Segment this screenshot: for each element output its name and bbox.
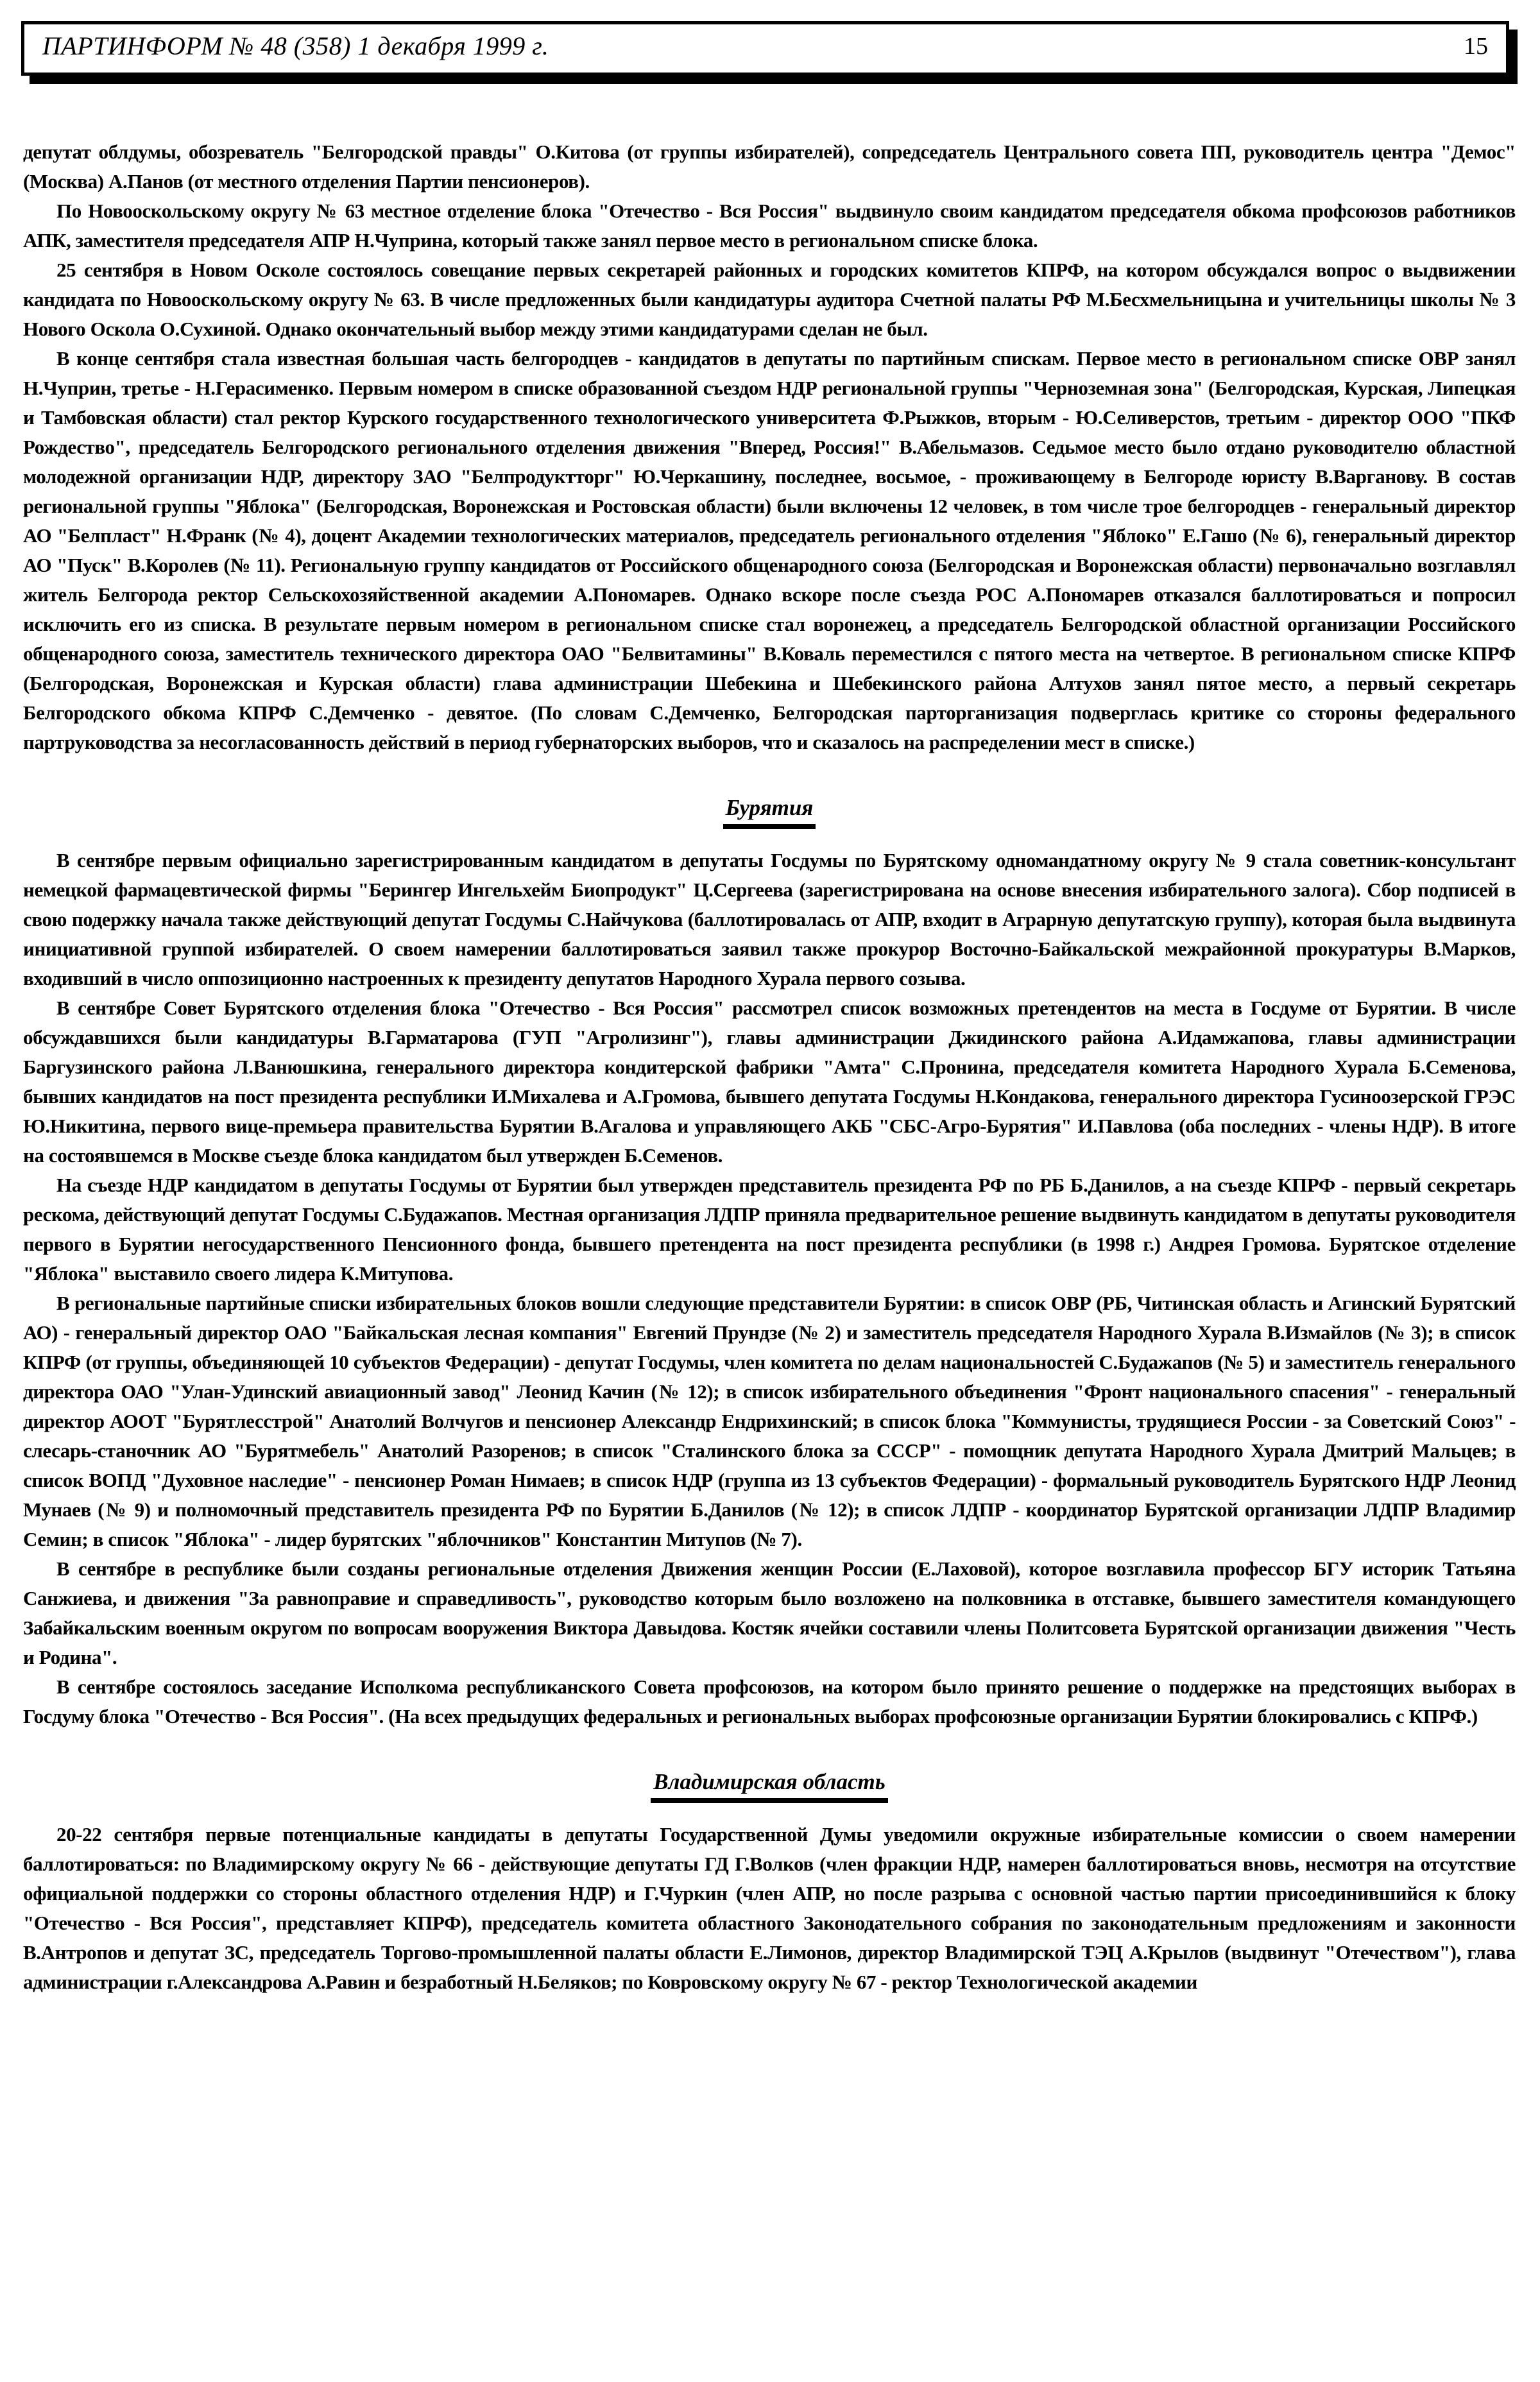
paragraph: В конце сентября стала известная большая часть белгородцев - кандидатов в депутаты по партийным спискам. Первое место в региональном списке ОВР занял Н.Чуприн, третье - Н.Герасименко. Первым номером в списке образованной съездом НДР региональной группы "Черноземная зона" (Белгородская, Курская, Липецкая и Тамбовская области) стал ректор Курского государственного технологического университета Ф.Рыжков, вторым - Ю.Селиверстов, третьим - директор ООО "ПКФ Рождество", председатель Белгородского регионального отделения движения "Вперед, Россия!" В.Абельмазов. Седьмое место было отдано руководителю областной молодежной организации НДР, директору ЗАО "Белпродуктторг" Ю.Черкашину, последнее, восьмое, - проживающему в Белгороде юристу В.Варганову. В состав региональной группы "Яблока" (Белгородская, Воронежская и Ростовская области) были включены 12 человек, в том числе трое белгородцев - генеральный директор АО "Белпласт" Н.Франк (№ 4), доцент Академии технологических материалов, председатель регионального отделения "Яблоко" Е.Гашо (№ 6), генеральный директор АО "Пуск" В.Королев (№ 11). Региональную группу кандидатов от Российского общенародного союза (Белгородская и Воронежская области) первоначально возглавлял житель Белгорода ректор Сельскохозяйственной академии А.Пономарев. Однако вскоре после съезда РОС А.Пономарев отказался баллотироваться и попросил исключить его из списка. В результате первым номером в региональном списке стал воронежец, а председатель Белгородской областной организации Российского общенародного союза, заместитель технического директора ОАО "Белвитамины" В.Коваль переместился с пятого места на четвертое. В региональном списке КПРФ (Белгородская, Воронежская и Курская области) глава администрации Шебекина и Шебекинского района Алтухов занял пятое место, а первый секретарь Белгородского обкома КПРФ С.Демченко - девятое. (По словам С.Демченко, Белгородская парторганизация подверглась критике со стороны федерального партруководства за несогласованность действий в период губернаторских выборов, что и сказалось на распределении мест в списке.) <box>23 347 1516 753</box>
paragraph: В сентябре состоялось заседание Исполкома республиканского Совета профсоюзов, на котором было принято решение о поддержке на предстоящих выборах в Госдуму блока "Отечество - Вся Россия". (На всех предыдущих федеральных и региональных выборах профсоюзные организации Бурятии блокировались с КПРФ.) <box>23 1675 1516 1727</box>
paragraph: На съезде НДР кандидатом в депутаты Госдумы от Бурятии был утвержден представитель президента РФ по РБ Б.Данилов, а на съезде КПРФ - первый секретарь рескома, действующий депутат Госдумы С.Будажапов. Местная организация ЛДПР приняла предварительное решение выдвинуть кандидатом в депутаты руководителя первого в Бурятии негосударственного Пенсионного фонда, бывшего претендента на пост президента республики (в 1998 г.) Андрея Громова. Бурятское отделение "Яблока" выставило своего лидера К.Митупова. <box>23 1174 1516 1285</box>
paragraph: В сентябре первым официально зарегистрированным кандидатом в депутаты Госдумы по Бурятскому одномандатному округу № 9 стала советник-консультант немецкой фармацевтической фирмы "Берингер Ингельхейм Биопродукт" Ц.Сергеева (зарегистрирована на основе внесения избирательного залога). Сбор подписей в свою подержку начала также действующий депутат Госдумы С.Найчукова (баллотировалась от АПР, входит в Аграрную депутатскую группу), которая была выдвинута инициативной группой избирателей. О своем намерении баллотироваться заявил также прокурор Восточно-Байкальской межрайонной прокуратуры В.Марков, входивший в число оппозиционно настроенных к президенту депутатов Народного Хурала первого созыва. <box>23 849 1516 990</box>
paragraph: 25 сентября в Новом Осколе состоялось совещание первых секретарей районных и городских комитетов КПРФ, на котором обсуждался вопрос о выдвижении кандидата по Новооскольскому округу № 63. В числе предложенных были кандидатуры аудитора Счетной палаты РФ М.Бесхмельницына и учительницы школы № 3 Нового Оскола О.Сухиной. Однако окончательный выбор между этими кандидатурами сделан не был. <box>23 259 1516 340</box>
document-body <box>23 137 1516 1997</box>
section-heading: Бурятия <box>723 793 816 829</box>
header-box <box>21 21 1509 76</box>
section-heading-row <box>23 793 1516 829</box>
newsletter-title: ПАРТИНФОРМ № 48 (358) 1 декабря 1999 г. <box>42 31 549 60</box>
section-heading-row <box>23 1767 1516 1803</box>
paragraph: В региональные партийные списки избирательных блоков вошли следующие представители Бурятии: в список ОВР (РБ, Читинская область и Агинский Бурятский АО) - генеральный директор ОАО "Байкальская лесная компания" Евгений Прундзе (№ 2) и заместитель председателя Народного Хурала В.Измайлов (№ 3); в список КПРФ (от группы, объединяющей 10 субъектов Федерации) - депутат Госдумы, член комитета по делам национальностей С.Будажапов (№ 5) и заместитель генерального директора ОАО "Улан-Удинский авиационный завод" Леонид Качин (№ 12); в список избирательного объединения "Фронт национального спасения" - генеральный директор АООТ "Бурятлесстрой" Анатолий Волчугов и пенсионер Александр Ендрихинский; в список блока "Коммунисты, трудящиеся России - за Советский Союз" - слесарь-станочник АО "Бурятмебель" Анатолий Разоренов; в список "Сталинского блока за СССР" - помощник депутата Народного Хурала Дмитрий Мальцев; в список ВОПД "Духовное наследие" - пенсионер Роман Нимаев; в список НДР (группа из 13 субъектов Федерации) - формальный руководитель Бурятского НДР Леонид Мунаев (№ 9) и полномочный представитель президента РФ по Бурятии Б.Данилов (№ 12); в список ЛДПР - координатор Бурятской организации ЛДПР Владимир Семин; в список "Яблока" - лидер бурятских "яблочников" Константин Митупов (№ 7). <box>23 1292 1516 1550</box>
page-number: 15 <box>1464 32 1488 60</box>
paragraph: По Новооскольскому округу № 63 местное отделение блока "Отечество - Вся Россия" выдвинуло своим кандидатом председателя обкома профсоюзов работников АПК, заместителя председателя АПР Н.Чуприна, который также занял первое место в региональном списке блока. <box>23 200 1516 252</box>
paragraph: В сентябре в республике были созданы региональные отделения Движения женщин России (Е.Лаховой), которое возглавила профессор БГУ историк Татьяна Санжиева, и движения "За равноправие и справедливость", руководство которым было возложено на полковника в отставке, бывшего заместителя командующего Забайкальским военным округом по вопросам вооружения Виктора Давыдова. Костяк ячейки составили члены Политсовета Бурятской организации движения "Честь и Родина". <box>23 1557 1516 1668</box>
paragraph: В сентябре Совет Бурятского отделения блока "Отечество - Вся Россия" рассмотрел список возможных претендентов на места в Госдуме от Бурятии. В числе обсуждавшихся были кандидатуры В.Гарматарова (ГУП "Агролизинг"), главы администрации Джидинского района А.Идамжапова, главы администрации Баргузинского района Л.Ванюшкина, генерального директора кондитерской фабрики "Амта" С.Пронина, председателя комитета Народного Хурала Б.Семенова, бывших кандидатов на пост президента республики И.Михалева и А.Громова, бывшего депутата Госдумы Н.Кондакова, генерального директора Гусиноозерской ГРЭС Ю.Никитина, первого вице-премьера правительства Бурятии В.Агалова и управляющего АКБ "СБС-Агро-Бурятия" И.Павлова (оба последних - члены НДР). В итоге на состоявшемся в Москве съезде блока кандидатом был утвержден Б.Семенов. <box>23 997 1516 1167</box>
paragraph: 20-22 сентября первые потенциальные кандидаты в депутаты Государственной Думы уведомили окружные избирательные комиссии о своем намерении баллотироваться: по Владимирскому округу № 66 - действующие депутаты ГД Г.Волков (член фракции НДР, намерен баллотироваться вновь, несмотря на отсутствие официальной поддержки со стороны областного отделения НДР) и Г.Чуркин (член АПР, но после разрыва с основной частью партии присоединившийся к блоку "Отечество - Вся Россия", представляет КПРФ), председатель комитета областного Законодательного собрания по законодательным предложениям и законности В.Антропов и депутат ЗС, председатель Торгово-промышленной палаты области Е.Лимонов, директор Владимирской ТЭЦ А.Крылов (выдвинут "Отечеством"), глава администрации г.Александрова А.Равин и безработный Н.Беляков; по Ковровскому округу № 67 - ректор Технологической академии <box>23 1823 1516 1993</box>
paragraph: депутат облдумы, обозреватель "Белгородской правды" О.Китова (от группы избирателей), сопредседатель Центрального совета ПП, руководитель центра "Демос" (Москва) А.Панов (от местного отделения Партии пенсионеров). <box>23 141 1516 193</box>
section-heading: Владимирская область <box>651 1767 888 1803</box>
